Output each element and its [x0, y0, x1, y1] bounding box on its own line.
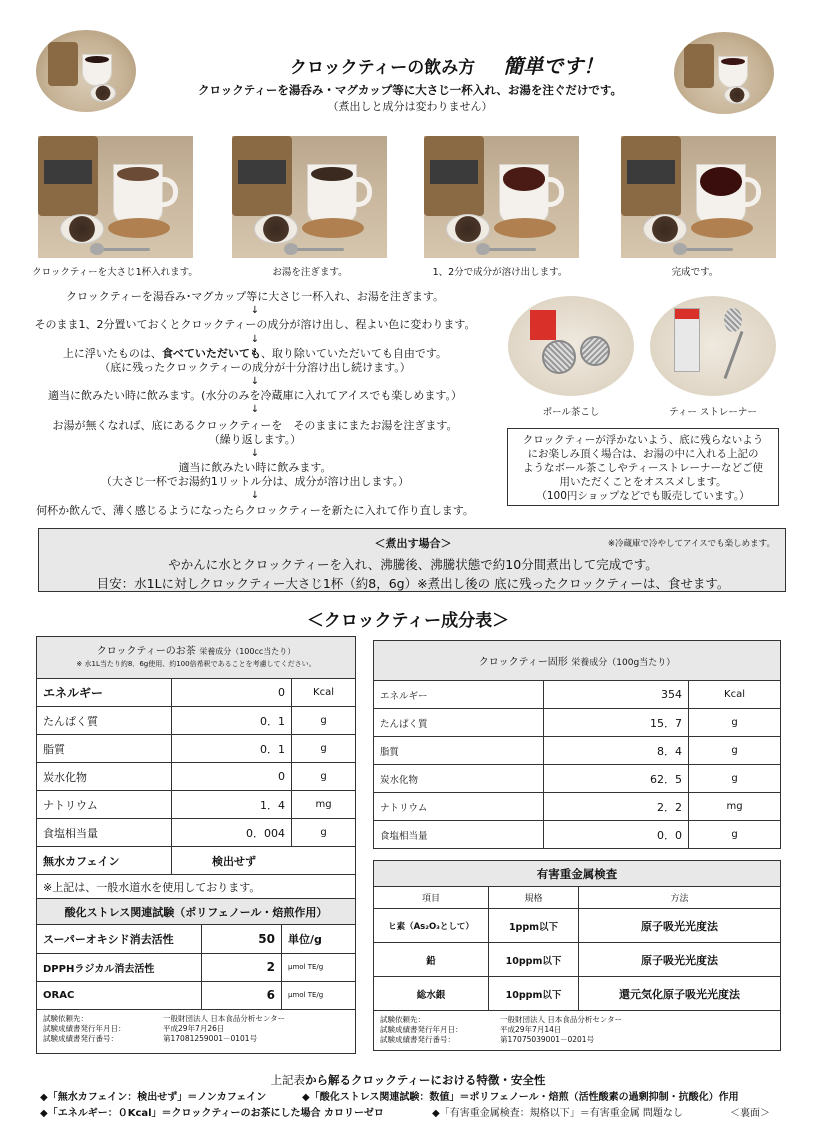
- solid-nutrition-table: [373, 640, 781, 849]
- lab-label: 試験成績書発行番号：: [43, 1033, 118, 1043]
- row-unit: mg: [292, 791, 356, 819]
- footer-point-3: ◆「エネルギー：０Kcal」＝クロックティーのお茶にした場合 カロリーゼロ: [40, 1108, 384, 1119]
- boil-line-2: 目安：水1Lに対しクロックティー大さじ1杯（約8，6g）※煮出し後の 底に残ったクロックティーは、食せます。: [96, 576, 730, 591]
- arrow-icon: ↓: [250, 305, 260, 316]
- metal-header: 項目: [374, 887, 489, 909]
- metal-lab-info: [373, 1011, 781, 1051]
- boil-line-1: やかんに水とクロックティーを入れ、沸騰後、沸騰状態で約10分間煮出して完成です。: [168, 557, 658, 572]
- row-name: エネルギー: [37, 679, 172, 707]
- row-name: ナトリウム: [37, 791, 172, 819]
- row-name: 脂質: [37, 735, 172, 763]
- row-value: 354: [544, 681, 689, 709]
- strainer-note-line: （100円ショップなどでも販売しています。）: [536, 490, 750, 502]
- table-row: [37, 763, 356, 791]
- strainer-note-line: にお楽しみ頂く場合は、お湯の中に入れる上記の: [527, 448, 759, 460]
- arrow-icon: ↓: [250, 376, 260, 387]
- ox-value: 50: [202, 925, 282, 953]
- row-value: 8．4: [544, 737, 689, 765]
- row-unit: g: [292, 735, 356, 763]
- step-photo-4: [621, 136, 776, 258]
- title-emphasis: 簡単です！: [503, 54, 604, 78]
- page-title: [290, 50, 603, 79]
- metal-header: 方法: [579, 887, 781, 909]
- tea-lab-info: [36, 1010, 356, 1054]
- photo-caption-4: 完成です。: [671, 267, 719, 278]
- ox-name: スーパーオキシド消去活性: [37, 925, 202, 953]
- table-row: [374, 909, 781, 943]
- page-note: ＜裏面＞: [730, 1108, 770, 1119]
- row-unit: g: [292, 819, 356, 847]
- row-name: エネルギー: [374, 681, 544, 709]
- arrow-icon: ↓: [250, 404, 260, 415]
- bowl-strainer-label: ボール茶こし: [542, 407, 600, 418]
- row-value: 0: [172, 679, 292, 707]
- tea-nutrition-table: [36, 636, 356, 1054]
- title-main: クロックティーの飲み方: [290, 58, 476, 78]
- header-photo-left: [36, 30, 136, 112]
- bowl-strainer-photo: [508, 296, 634, 396]
- ox-name: DPPHラジカル消去活性: [37, 953, 202, 981]
- metal-method: 還元気化原子吸光光度法: [579, 977, 781, 1011]
- nutrition-table-title: ＜クロックティー成分表＞: [306, 611, 510, 631]
- row-unit: g: [292, 763, 356, 791]
- step-4: 適当に飲みたい時に飲みます。(水分のみを冷蔵庫に入れてアイスでも楽しめます。）: [48, 389, 462, 402]
- row-name: 食塩相当量: [37, 819, 172, 847]
- photo-caption-3: 1、2分で成分が溶け出します。: [432, 267, 568, 278]
- strainer-note-line: ようなボール茶こしやティーストレーナーなどご使: [523, 462, 763, 474]
- metal-title: 有害重金属検査: [374, 861, 781, 887]
- metal-spec: 1ppm以下: [489, 909, 579, 943]
- row-unit: g: [689, 765, 781, 793]
- tea-caption-main: クロックティーのお茶: [96, 646, 196, 657]
- row-unit: Kcal: [292, 679, 356, 707]
- lab-label: 試験成績書発行年月日：: [43, 1023, 126, 1033]
- metal-header: 規格: [489, 887, 579, 909]
- ox-value: 2: [202, 953, 282, 981]
- footer-heading-bold: から解るクロックティーにおける特徴・安全性: [305, 1073, 546, 1087]
- lab-label: 試験依頼先：: [43, 1013, 88, 1023]
- caffeine-value: 検出せず: [172, 847, 356, 875]
- table-row: [37, 679, 356, 707]
- table-row: [374, 765, 781, 793]
- footer-heading: [0, 1072, 816, 1088]
- lab-label: 試験成績書発行番号：: [380, 1035, 455, 1044]
- metal-method: 原子吸光光度法: [579, 943, 781, 977]
- table-row: [374, 709, 781, 737]
- row-name: ナトリウム: [374, 793, 544, 821]
- boil-heading: ＜煮出す場合＞: [374, 537, 452, 550]
- table-row: [37, 847, 356, 875]
- table-row: [37, 953, 356, 981]
- step-3-note: （底に残ったクロックティーの成分が十分溶け出し続けます。）: [99, 361, 411, 374]
- row-unit: mg: [689, 793, 781, 821]
- strainer-note-line: クロックティーが浮かないよう、底に残らないよう: [522, 434, 764, 446]
- metal-item: 総水銀: [374, 977, 489, 1011]
- subtitle-note: （煮出しと成分は変わりません）: [327, 100, 493, 113]
- row-name: たんぱく質: [374, 709, 544, 737]
- table-row: [37, 981, 356, 1009]
- table-row: [37, 707, 356, 735]
- lab-value: 第17081259001－0101号: [163, 1033, 258, 1043]
- step-3-post: 、取り除いていただいても自由です。: [260, 347, 448, 360]
- step-1: クロックティーを湯呑み･マグカップ等に大さじ一杯入れ、お湯を注ぎます。: [65, 290, 445, 303]
- strainer-note-box: [507, 428, 779, 506]
- step-3-bold: 食べていただいても: [161, 347, 261, 360]
- step-6-note: （大さじ一杯でお湯約1リットル分は、成分が溶け出します。）: [100, 475, 410, 488]
- table-row: [374, 943, 781, 977]
- row-unit: g: [689, 821, 781, 849]
- step-photo-3: [424, 136, 579, 258]
- row-value: 2．2: [544, 793, 689, 821]
- table-row: [374, 821, 781, 849]
- header-photo-right: [674, 32, 774, 114]
- ox-value: 6: [202, 981, 282, 1009]
- step-3: [20, 347, 490, 361]
- step-6: 適当に飲みたい時に飲みます。: [178, 461, 332, 474]
- lab-value: 一般財団法人 日本食品分析センター: [163, 1013, 286, 1023]
- metal-spec: 10ppm以下: [489, 977, 579, 1011]
- table-row: [374, 737, 781, 765]
- metal-method: 原子吸光光度法: [579, 909, 781, 943]
- arrow-icon: ↓: [250, 334, 260, 345]
- lab-value: 第17075039001－0201号: [500, 1035, 595, 1044]
- row-name: たんぱく質: [37, 707, 172, 735]
- lab-value: 平成29年7月14日: [500, 1025, 562, 1034]
- oxidative-title: 酸化ストレス関連試験（ポリフェノール・焙煎作用）: [37, 899, 356, 925]
- row-value: 0．1: [172, 735, 292, 763]
- boil-box: [38, 528, 786, 592]
- table-row: [37, 819, 356, 847]
- step-5-note: （繰り返します。）: [208, 433, 302, 446]
- table-row: [374, 681, 781, 709]
- subtitle: クロックティーを湯呑み・マグカップ等に大さじ一杯入れ、お湯を注ぐだけです。: [197, 83, 622, 97]
- row-name: 炭水化物: [374, 765, 544, 793]
- solid-caption-sub: 栄養成分（100g当たり）: [571, 658, 676, 668]
- step-3-pre: 上に浮いたものは、: [62, 347, 162, 360]
- step-photo-1: [38, 136, 193, 258]
- metal-item: ヒ素（As₂O₃として）: [374, 909, 489, 943]
- tea-strainer-photo: [650, 296, 776, 396]
- ox-name: ORAC: [37, 981, 202, 1009]
- step-5: お湯が無くなれば、底にあるクロックティーを そのままにまたお湯を注ぎます。: [52, 419, 458, 432]
- lab-value: 一般財団法人 日本食品分析センター: [500, 1015, 623, 1024]
- footer-point-1: ◆「無水カフェイン：検出せず」＝ノンカフェイン: [40, 1092, 267, 1103]
- water-note: ※上記は、一般水道水を使用しております。: [37, 875, 356, 899]
- step-2: そのまま1、2分置いておくとクロックティーの成分が溶け出し、程よい色に変わります。: [34, 318, 476, 331]
- row-unit: g: [689, 737, 781, 765]
- arrow-icon: ↓: [250, 448, 260, 459]
- table-row: [374, 793, 781, 821]
- tea-caption-sub: 栄養成分（100cc当たり）: [199, 647, 296, 656]
- footer-heading-pre: 上記表: [270, 1073, 306, 1087]
- footer-point-4: ◆「有害重金属検査：規格以下」＝有害重金属 問題なし: [432, 1108, 683, 1119]
- photo-caption-1: クロックティーを大さじ1杯入れます。: [32, 267, 198, 278]
- photo-caption-2: お湯を注ぎます。: [272, 267, 348, 278]
- row-value: 0．0: [544, 821, 689, 849]
- boil-note: ※冷蔵庫で冷やしてアイスでも楽しめます。: [607, 539, 775, 549]
- lab-label: 試験成績書発行年月日：: [380, 1025, 463, 1034]
- tea-strainer-label: ティー ストレーナー: [669, 407, 757, 418]
- row-unit: g: [292, 707, 356, 735]
- footer-point-2: ◆「酸化ストレス関連試験：数値」＝ポリフェノール・焙煎（活性酸素の過剰抑制・抗酸化）作用: [302, 1092, 739, 1103]
- ox-unit: μmol TE/g: [282, 981, 356, 1009]
- row-name: 炭水化物: [37, 763, 172, 791]
- row-name: 脂質: [374, 737, 544, 765]
- row-unit: g: [689, 709, 781, 737]
- metal-item: 鉛: [374, 943, 489, 977]
- heavy-metal-table: [373, 860, 781, 1051]
- table-row: [37, 735, 356, 763]
- lab-label: 試験依頼先：: [380, 1015, 425, 1024]
- row-unit: Kcal: [689, 681, 781, 709]
- caffeine-name: 無水カフェイン: [37, 847, 172, 875]
- table-row: [37, 925, 356, 953]
- row-value: 0．1: [172, 707, 292, 735]
- table-row: [374, 977, 781, 1011]
- row-value: 15．7: [544, 709, 689, 737]
- row-value: 0: [172, 763, 292, 791]
- strainer-note-line: 用いただくことをオススメします。: [559, 476, 727, 488]
- solid-caption-main: クロックティー固形: [478, 657, 568, 668]
- row-value: 1．4: [172, 791, 292, 819]
- metal-spec: 10ppm以下: [489, 943, 579, 977]
- ox-unit: 単位/g: [282, 925, 356, 953]
- row-value: 0．004: [172, 819, 292, 847]
- lab-value: 平成29年7月26日: [163, 1023, 225, 1033]
- step-7: 何杯か飲んで、薄く感じるようになったらクロックティーを新たに入れて作り直します。: [36, 504, 474, 517]
- table-row: [37, 791, 356, 819]
- ox-unit: μmol TE/g: [282, 953, 356, 981]
- tea-caption-note: ※ 水1L当たり約8．6g使用、約100倍希釈であることを考慮してください。: [76, 660, 316, 668]
- row-name: 食塩相当量: [374, 821, 544, 849]
- arrow-icon: ↓: [250, 490, 260, 501]
- row-value: 62．5: [544, 765, 689, 793]
- step-photo-2: [232, 136, 387, 258]
